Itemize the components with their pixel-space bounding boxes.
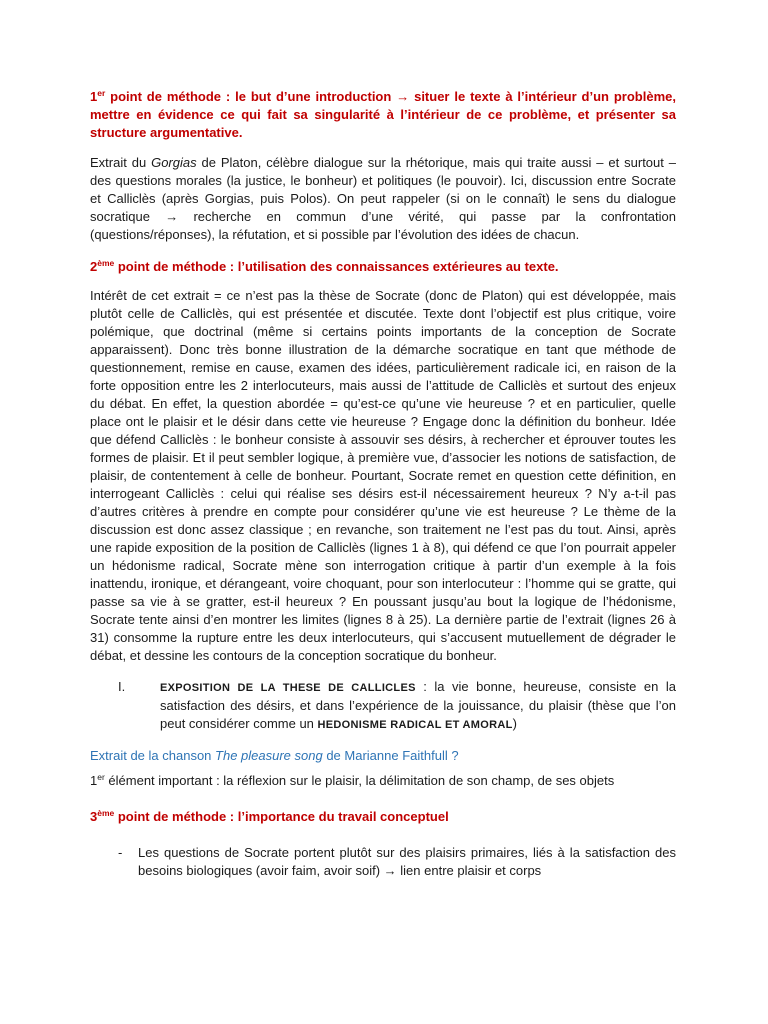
section-text: : la vie bonne, heureuse, consiste en la satisfaction des désirs, et dans l’expérience de la jouissance, du plaisir (thèse que l’on peut considérer comme un xyxy=(160,679,676,731)
element-number: 1 xyxy=(90,773,98,788)
song-text: Extrait de la chanson xyxy=(90,748,216,763)
method-heading-3 xyxy=(90,808,676,826)
ordinal-superscript: ème xyxy=(97,258,115,268)
arrow-right-icon: → xyxy=(165,209,179,224)
section-exposition xyxy=(90,678,676,734)
dash-bullet-icon: - xyxy=(118,845,123,860)
work-title: Gorgias xyxy=(151,155,197,170)
analysis-paragraph xyxy=(90,287,676,665)
song-text-end: de Marianne Faithfull ? xyxy=(322,748,459,763)
ordinal-superscript: er xyxy=(97,88,106,98)
ordinal-superscript: er xyxy=(97,772,105,782)
heading-text: point de méthode : le but d’une introduction xyxy=(105,89,397,104)
method-heading-2 xyxy=(90,258,676,276)
arrow-right-icon: → xyxy=(383,863,397,878)
bullet-body xyxy=(138,844,676,880)
heading-text: point de méthode : l’importance du travail conceptuel xyxy=(114,809,449,824)
bullet-text-end: lien entre plaisir et corps xyxy=(396,863,542,878)
intro-text: Extrait du xyxy=(90,155,152,170)
element-line-1 xyxy=(90,772,676,790)
bullet-text: Les questions de Socrate portent plutôt sur des plaisirs primaires, liés à la satisfaction des besoins biologiques (avoir faim, avoir soif) xyxy=(138,845,676,878)
intro-text-end: recherche en commun d’une vérité, qui passe par la confrontation (questions/réponses), la réfutation, et si possible par l’évolution des idées de chacun. xyxy=(90,209,676,242)
section-body xyxy=(160,678,676,734)
section-title: EXPOSITION DE LA THESE DE CALLICLES xyxy=(160,682,416,694)
element-text: élément important : la réflexion sur le plaisir, la délimitation de son champ, de ses objets xyxy=(104,773,615,788)
heading-number: 2 xyxy=(90,259,98,274)
bullet-item xyxy=(90,844,676,880)
heading-number: 3 xyxy=(90,809,98,824)
section-text-end: ) xyxy=(512,716,517,731)
intro-paragraph xyxy=(90,154,676,244)
heading-number: 1 xyxy=(90,89,98,104)
roman-numeral: I. xyxy=(118,679,126,694)
arrow-right-icon: → xyxy=(396,89,410,104)
heading-text: point de méthode : l’utilisation des connaissances extérieures au texte. xyxy=(114,259,559,274)
intro-text-continued: de Platon, célèbre dialogue sur la rhétorique, mais qui traite aussi – et surtout – des questions morales (la justice, le bonheur) et politiques (le pouvoir). Ici, discussion entre Socrate et Calliclès (après Gorgias, puis Polos). On peut rappeler (si on le connaît) le sens du dialogue socratique xyxy=(90,155,676,224)
song-reference xyxy=(90,747,676,765)
song-title: The pleasure song xyxy=(215,748,323,763)
ordinal-superscript: ème xyxy=(97,808,115,818)
analysis-text: Intérêt de cet extrait = ce n’est pas la thèse de Socrate (donc de Platon) qui est développée, mais plutôt celle de Calliclès, qui est présentée et discutée. Texte dont l’objectif est plus critique, voire polémique, que doctrinal (même si certains points importants de la conception de Socrate apparaissent). Donc très bonne illustration de la démarche socratique en tant que méthode de questionnement, remise en cause, examen des idées, particulièrement radicale ici, en raison de la forte opposition entre les 2 interlocuteurs, mais aussi de l’attitude de Calliclès et surtout des enjeux du débat. En effet, la question abordée = qu’est-ce qu’une vie heureuse ? et en particulier, quelle place ont le plaisir et le désir dans cette vie heureuse ? Engage donc la définition du bonheur. Idée que défend Calliclès : le bonheur consiste à assouvir ses désirs, à rechercher et éprouver toutes les formes de plaisir. Et il peut sembler logique, à première vue, d’associer les notions de satisfaction, de plaisir, de contentement à celle de bonheur. Pourtant, Socrate remet en question cette définition, en interrogeant Calliclès : celui qui réalise ses désirs est-il nécessairement heureux ? N’y a-t-il pas d’autres critères à prendre en compte pour considérer qu’une vie est heureuse ? Le thème de la discussion est donc assez classique ; en revanche, son traitement ne l’est pas du tout. Ainsi, après une rapide exposition de la position de Calliclès (lignes 1 à 8), qui défend ce que l’on pourrait appeler un hédonisme radical, Socrate mène son interrogation critique à partir d’un exemple à la fois inattendu, ironique, et dérangeant, voire choquant, pour son interlocuteur : l’homme qui se gratte, qui passe sa vie à se gratter, est-il heureux ? En poussant jusqu’au bout la logique de l’hédonisme, Socrate tente ainsi d’en montrer les limites (lignes 8 à 25). La dernière partie de l’extrait (lignes 26 à 31) consomme la rupture entre les deux interlocuteurs, qui s’accusent mutuellement de dégrader le débat, et dessine les contours de la conception socratique du bonheur. xyxy=(90,288,676,663)
section-emphasis: HEDONISME RADICAL ET AMORAL xyxy=(317,719,513,731)
heading-text-continued: situer le texte à l’intérieur d’un problème, mettre en évidence ce qui fait sa singularité à l’intérieur de ce problème, et présenter sa structure argumentative. xyxy=(90,89,676,140)
method-heading-1 xyxy=(90,88,676,142)
